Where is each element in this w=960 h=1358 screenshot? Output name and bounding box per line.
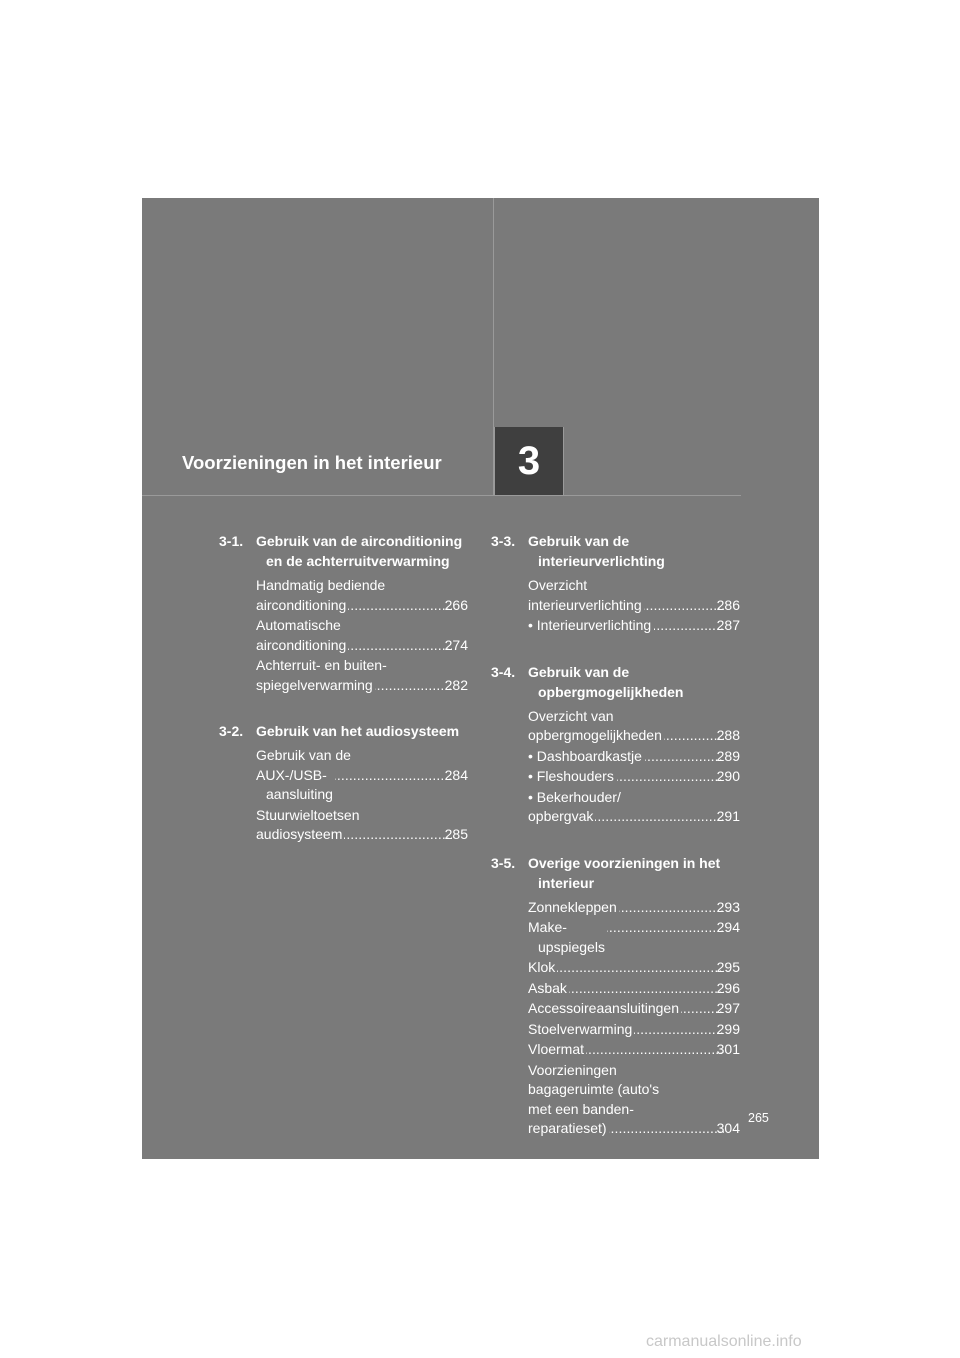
page-ref: 286	[716, 596, 740, 613]
entry-leader-line	[256, 596, 468, 616]
entry-leader-line	[528, 747, 740, 767]
dot-leader	[348, 596, 451, 616]
dot-leader	[645, 747, 724, 767]
section-number: 3-5.	[491, 854, 516, 871]
chapter-title: Voorzieningen in het interieur	[182, 452, 442, 473]
page-ref: 285	[444, 826, 468, 842]
entry-text: Make-upspiegels	[528, 919, 605, 955]
entry-leader-line	[528, 1119, 740, 1139]
dot-leader	[595, 807, 723, 827]
toc-section	[491, 531, 740, 636]
entry-leader-line	[528, 726, 740, 746]
section-number: 3-2.	[219, 723, 244, 739]
entry-leader-line	[528, 999, 740, 1019]
toc-column-left	[219, 531, 468, 871]
entry-text: Accessoireaansluitingen	[528, 1000, 679, 1016]
section-title: Gebruik van het audiosysteem	[256, 723, 460, 739]
entry-text: airconditioning	[256, 636, 347, 653]
page-ref: 266	[444, 596, 468, 613]
toc-section	[491, 662, 740, 827]
entry-text: reparatieset)	[528, 1120, 607, 1136]
section-number: 3-3.	[491, 533, 516, 549]
toc-entry[interactable]	[528, 918, 740, 957]
entry-leader-line	[528, 958, 740, 978]
toc-entry[interactable]	[528, 1020, 740, 1040]
entry-text-line: Voorzieningen	[528, 1061, 617, 1078]
toc-entry[interactable]	[528, 767, 740, 787]
entry-text: Asbak	[528, 979, 567, 996]
page-ref: 295	[716, 959, 740, 975]
chapter-number: 3	[517, 438, 541, 483]
page-ref: 282	[444, 676, 468, 693]
section-title: Overige voorzieningen in het interieur	[528, 854, 721, 891]
dot-leader	[619, 898, 724, 918]
entry-leader-line	[528, 767, 740, 787]
entry-list	[528, 707, 740, 827]
page-ref: 274	[444, 636, 468, 653]
page-ref: 296	[716, 979, 740, 996]
entry-text: Klok	[528, 959, 556, 975]
entry-text: airconditioning	[256, 596, 347, 613]
page-ref: 293	[716, 898, 740, 915]
section-title: Gebruik van de interieurverlichting	[528, 533, 665, 569]
entry-text-line: Overzicht	[528, 577, 588, 593]
toc-entry[interactable]	[528, 999, 740, 1019]
entry-text-line: met een banden-	[528, 1100, 634, 1117]
toc-entry[interactable]	[528, 958, 740, 978]
entry-text: Stoelverwarming	[528, 1020, 633, 1037]
entry-text-line: Gebruik van de	[256, 747, 351, 763]
entry-list	[528, 898, 740, 1139]
page-ref: 294	[716, 919, 740, 935]
toc-entry[interactable]	[256, 806, 468, 845]
page-ref: 290	[716, 768, 740, 784]
entry-text: Zonnekleppen	[528, 898, 617, 915]
entry-text: spiegelverwarming	[256, 676, 373, 693]
dot-leader	[609, 1119, 724, 1139]
toc-entry[interactable]	[256, 616, 468, 655]
entry-leader-line	[256, 766, 468, 805]
dot-leader	[375, 676, 452, 696]
entry-leader-line	[528, 979, 740, 999]
toc-entry[interactable]	[528, 576, 740, 615]
page-ref: 284	[444, 766, 468, 783]
watermark: carmanualsonline.info	[646, 1333, 802, 1350]
chapter-number-box	[494, 427, 564, 495]
entry-text-line: bagageruimte (auto's	[528, 1081, 660, 1097]
section-number: 3-4.	[491, 663, 516, 680]
toc-entry[interactable]	[528, 1061, 740, 1139]
entry-list	[256, 746, 468, 845]
dot-leader	[634, 1020, 723, 1040]
dot-leader	[586, 1040, 724, 1060]
entry-text-line: • Bekerhouder/	[528, 788, 621, 805]
entry-leader-line	[528, 898, 740, 918]
dot-leader	[644, 596, 724, 616]
entry-leader-line	[256, 636, 468, 656]
dot-leader	[569, 979, 724, 999]
section-number: 3-1.	[219, 533, 244, 549]
dot-leader	[664, 726, 724, 746]
entry-text: • Fleshouders	[528, 768, 614, 784]
page-ref: 291	[716, 808, 740, 824]
entry-leader-line	[528, 807, 740, 827]
entry-text: interieurverlichting	[528, 596, 642, 613]
dot-leader	[607, 918, 724, 938]
entry-leader-line	[256, 676, 468, 696]
section-title: Gebruik van de opbergmogelijkheden	[528, 663, 684, 700]
toc-entry[interactable]	[528, 898, 740, 918]
entry-text: • Dashboardkastje	[528, 747, 642, 764]
page-ref: 288	[716, 727, 740, 743]
dot-leader	[617, 767, 724, 787]
entry-text: audiosysteem	[256, 826, 343, 842]
toc-entry[interactable]	[528, 788, 740, 827]
toc-entry[interactable]	[256, 746, 468, 805]
toc-entry[interactable]	[528, 707, 740, 746]
entry-text: • Interieurverlichting	[528, 617, 652, 633]
dot-leader	[557, 958, 723, 978]
toc-entry[interactable]	[256, 576, 468, 615]
toc-section	[491, 853, 740, 1139]
toc-entry[interactable]	[528, 616, 740, 636]
page-number: 265	[748, 1111, 769, 1125]
entry-leader-line	[528, 1020, 740, 1040]
entry-leader-line	[528, 918, 740, 957]
toc-entry[interactable]	[528, 979, 740, 999]
page-ref: 301	[716, 1041, 740, 1057]
entry-text: opbergvak	[528, 808, 594, 824]
dot-leader	[344, 825, 451, 845]
entry-leader-line	[528, 1040, 740, 1060]
toc-entry[interactable]	[528, 1040, 740, 1060]
page-ref: 299	[716, 1020, 740, 1037]
section-title: Gebruik van de airconditioning en de achterruitverwarming	[256, 533, 463, 569]
entry-leader-line	[256, 825, 468, 845]
entry-text: Vloermat	[528, 1041, 585, 1057]
dot-leader	[654, 616, 723, 636]
toc-entry[interactable]	[528, 747, 740, 767]
entry-list	[528, 576, 740, 636]
dot-leader	[335, 766, 452, 786]
entry-leader-line	[528, 596, 740, 616]
entry-text-line: Handmatig bediende	[256, 577, 386, 593]
dot-leader	[348, 636, 451, 656]
toc-section	[219, 721, 468, 845]
toc-column-right	[491, 531, 740, 1165]
page-ref: 287	[716, 617, 740, 633]
entry-text-line: Overzicht van	[528, 707, 614, 724]
entry-text-line: Stuurwieltoetsen	[256, 806, 360, 823]
toc-section	[219, 531, 468, 695]
toc-entry[interactable]	[256, 656, 468, 695]
entry-list	[256, 576, 468, 695]
page-ref: 289	[716, 747, 740, 764]
page-ref: 304	[716, 1120, 740, 1136]
entry-text: opbergmogelijkheden	[528, 727, 662, 743]
entry-leader-line	[528, 616, 740, 636]
entry-text-line: Automatische	[256, 617, 341, 633]
horizontal-divider	[142, 495, 741, 496]
entry-text-line: Achterruit- en buiten-	[256, 657, 387, 673]
entry-text: AUX-/USB-aansluiting	[256, 766, 333, 802]
page-ref: 297	[716, 1000, 740, 1016]
